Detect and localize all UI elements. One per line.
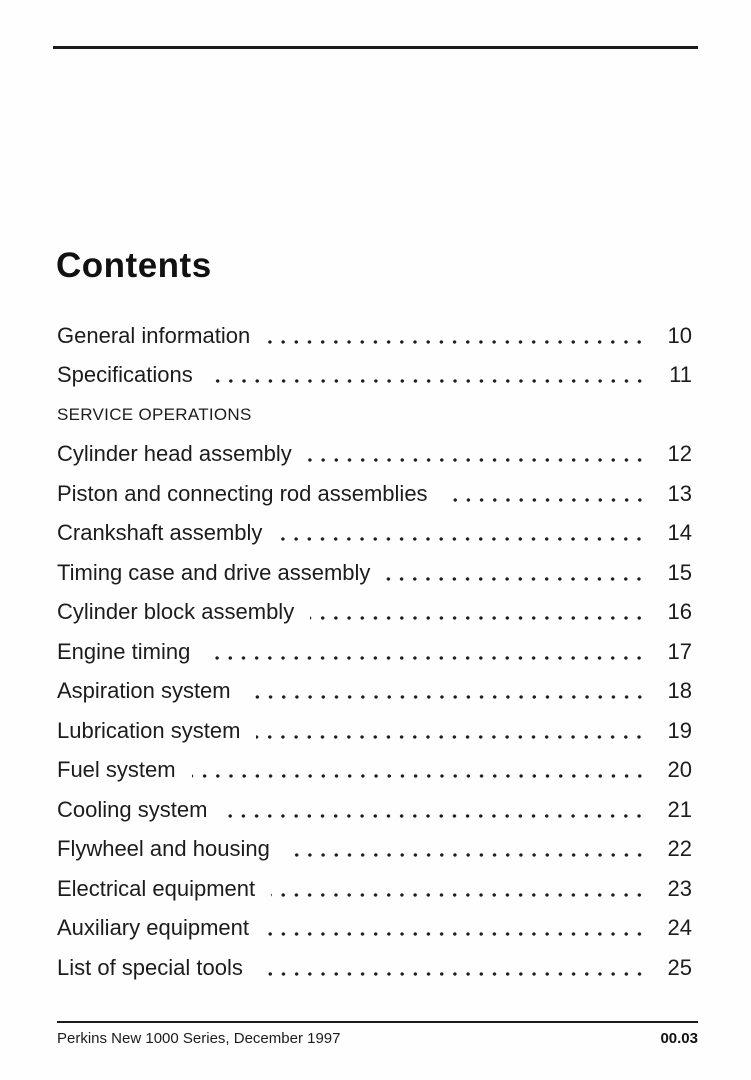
- toc-entry-row: [57, 869, 692, 909]
- toc-entry-page-number: 22: [667, 836, 692, 862]
- toc-entry-page-number: 24: [667, 915, 692, 941]
- toc-entry-title: Auxiliary equipment: [57, 915, 249, 941]
- toc-entry-page-number: 10: [667, 322, 692, 348]
- toc-entry-row: [57, 435, 692, 475]
- toc-entry-title: Timing case and drive assembly: [57, 559, 371, 585]
- toc-entry-row: [57, 593, 692, 633]
- toc-entry-row: [57, 790, 692, 830]
- toc-entry-title: Cylinder head assembly: [57, 441, 292, 467]
- toc-entry-row: [57, 316, 692, 356]
- dot-leader: [266, 340, 646, 344]
- toc-entry-title: Electrical equipment: [57, 875, 256, 901]
- toc-entry-title: Specifications: [57, 362, 193, 388]
- toc-list: [57, 316, 692, 988]
- toc-entry-page-number: 25: [667, 954, 692, 980]
- toc-entry-title: List of special tools: [57, 954, 243, 980]
- toc-entry-row: [57, 830, 692, 870]
- dot-leader: [444, 498, 646, 502]
- toc-entry-page-number: 16: [667, 599, 692, 625]
- dot-leader: [386, 577, 646, 581]
- toc-entry-title: Fuel system: [57, 757, 176, 783]
- toc-section-heading: SERVICE OPERATIONS: [57, 404, 252, 424]
- toc-section-row: [57, 395, 692, 435]
- toc-entry-page-number: 15: [667, 559, 692, 585]
- top-rule: [53, 46, 698, 49]
- toc-entry-row: [57, 909, 692, 949]
- dot-leader: [278, 537, 646, 541]
- footer: [57, 1030, 698, 1047]
- toc-entry-title: General information: [57, 322, 251, 348]
- toc-entry-title: Piston and connecting rod assemblies: [57, 480, 428, 506]
- toc-entry-page-number: 13: [667, 480, 692, 506]
- toc-entry-title: Cooling system: [57, 796, 208, 822]
- dot-leader: [209, 379, 646, 383]
- toc-entry-page-number: 23: [667, 875, 692, 901]
- dot-leader: [259, 972, 646, 976]
- toc-entry-page-number: 19: [667, 717, 692, 743]
- footer-section-number: 00.03: [660, 1030, 698, 1047]
- toc-entry-row: [57, 632, 692, 672]
- toc-entry-row: [57, 514, 692, 554]
- toc-entry-page-number: 17: [667, 638, 692, 664]
- toc-entry-title: Flywheel and housing: [57, 836, 270, 862]
- footer-rule: [57, 1021, 698, 1023]
- toc-entry-title: Lubrication system: [57, 717, 241, 743]
- toc-entry-title: Crankshaft assembly: [57, 520, 263, 546]
- toc-entry-row: [57, 672, 692, 712]
- toc-entry-row: [57, 474, 692, 514]
- dot-leader: [265, 932, 646, 936]
- toc-entry-title: Engine timing: [57, 638, 191, 664]
- toc-entry-page-number: 21: [667, 796, 692, 822]
- dot-leader: [286, 853, 646, 857]
- dot-leader: [192, 774, 646, 778]
- dot-leader: [310, 616, 646, 620]
- toc-entry-row: [57, 751, 692, 791]
- toc-entry-row: [57, 711, 692, 751]
- toc-entry-page-number: 14: [667, 520, 692, 546]
- toc-entry-title: Cylinder block assembly: [57, 599, 295, 625]
- dot-leader: [256, 735, 646, 739]
- page-title: Contents: [56, 246, 212, 285]
- dot-leader: [206, 656, 646, 660]
- toc-entry-row: [57, 948, 692, 988]
- toc-entry-page-number: 18: [667, 678, 692, 704]
- toc-entry-title: Aspiration system: [57, 678, 231, 704]
- toc-entry-row: [57, 553, 692, 593]
- toc-entry-page-number: 11: [669, 362, 692, 388]
- dot-leader: [247, 695, 646, 699]
- toc-entry-page-number: 20: [667, 757, 692, 783]
- dot-leader: [271, 893, 646, 897]
- dot-leader: [308, 458, 646, 462]
- dot-leader: [223, 814, 646, 818]
- toc-entry-page-number: 12: [667, 441, 692, 467]
- footer-publication-info: Perkins New 1000 Series, December 1997: [57, 1030, 341, 1047]
- toc-entry-row: [57, 356, 692, 396]
